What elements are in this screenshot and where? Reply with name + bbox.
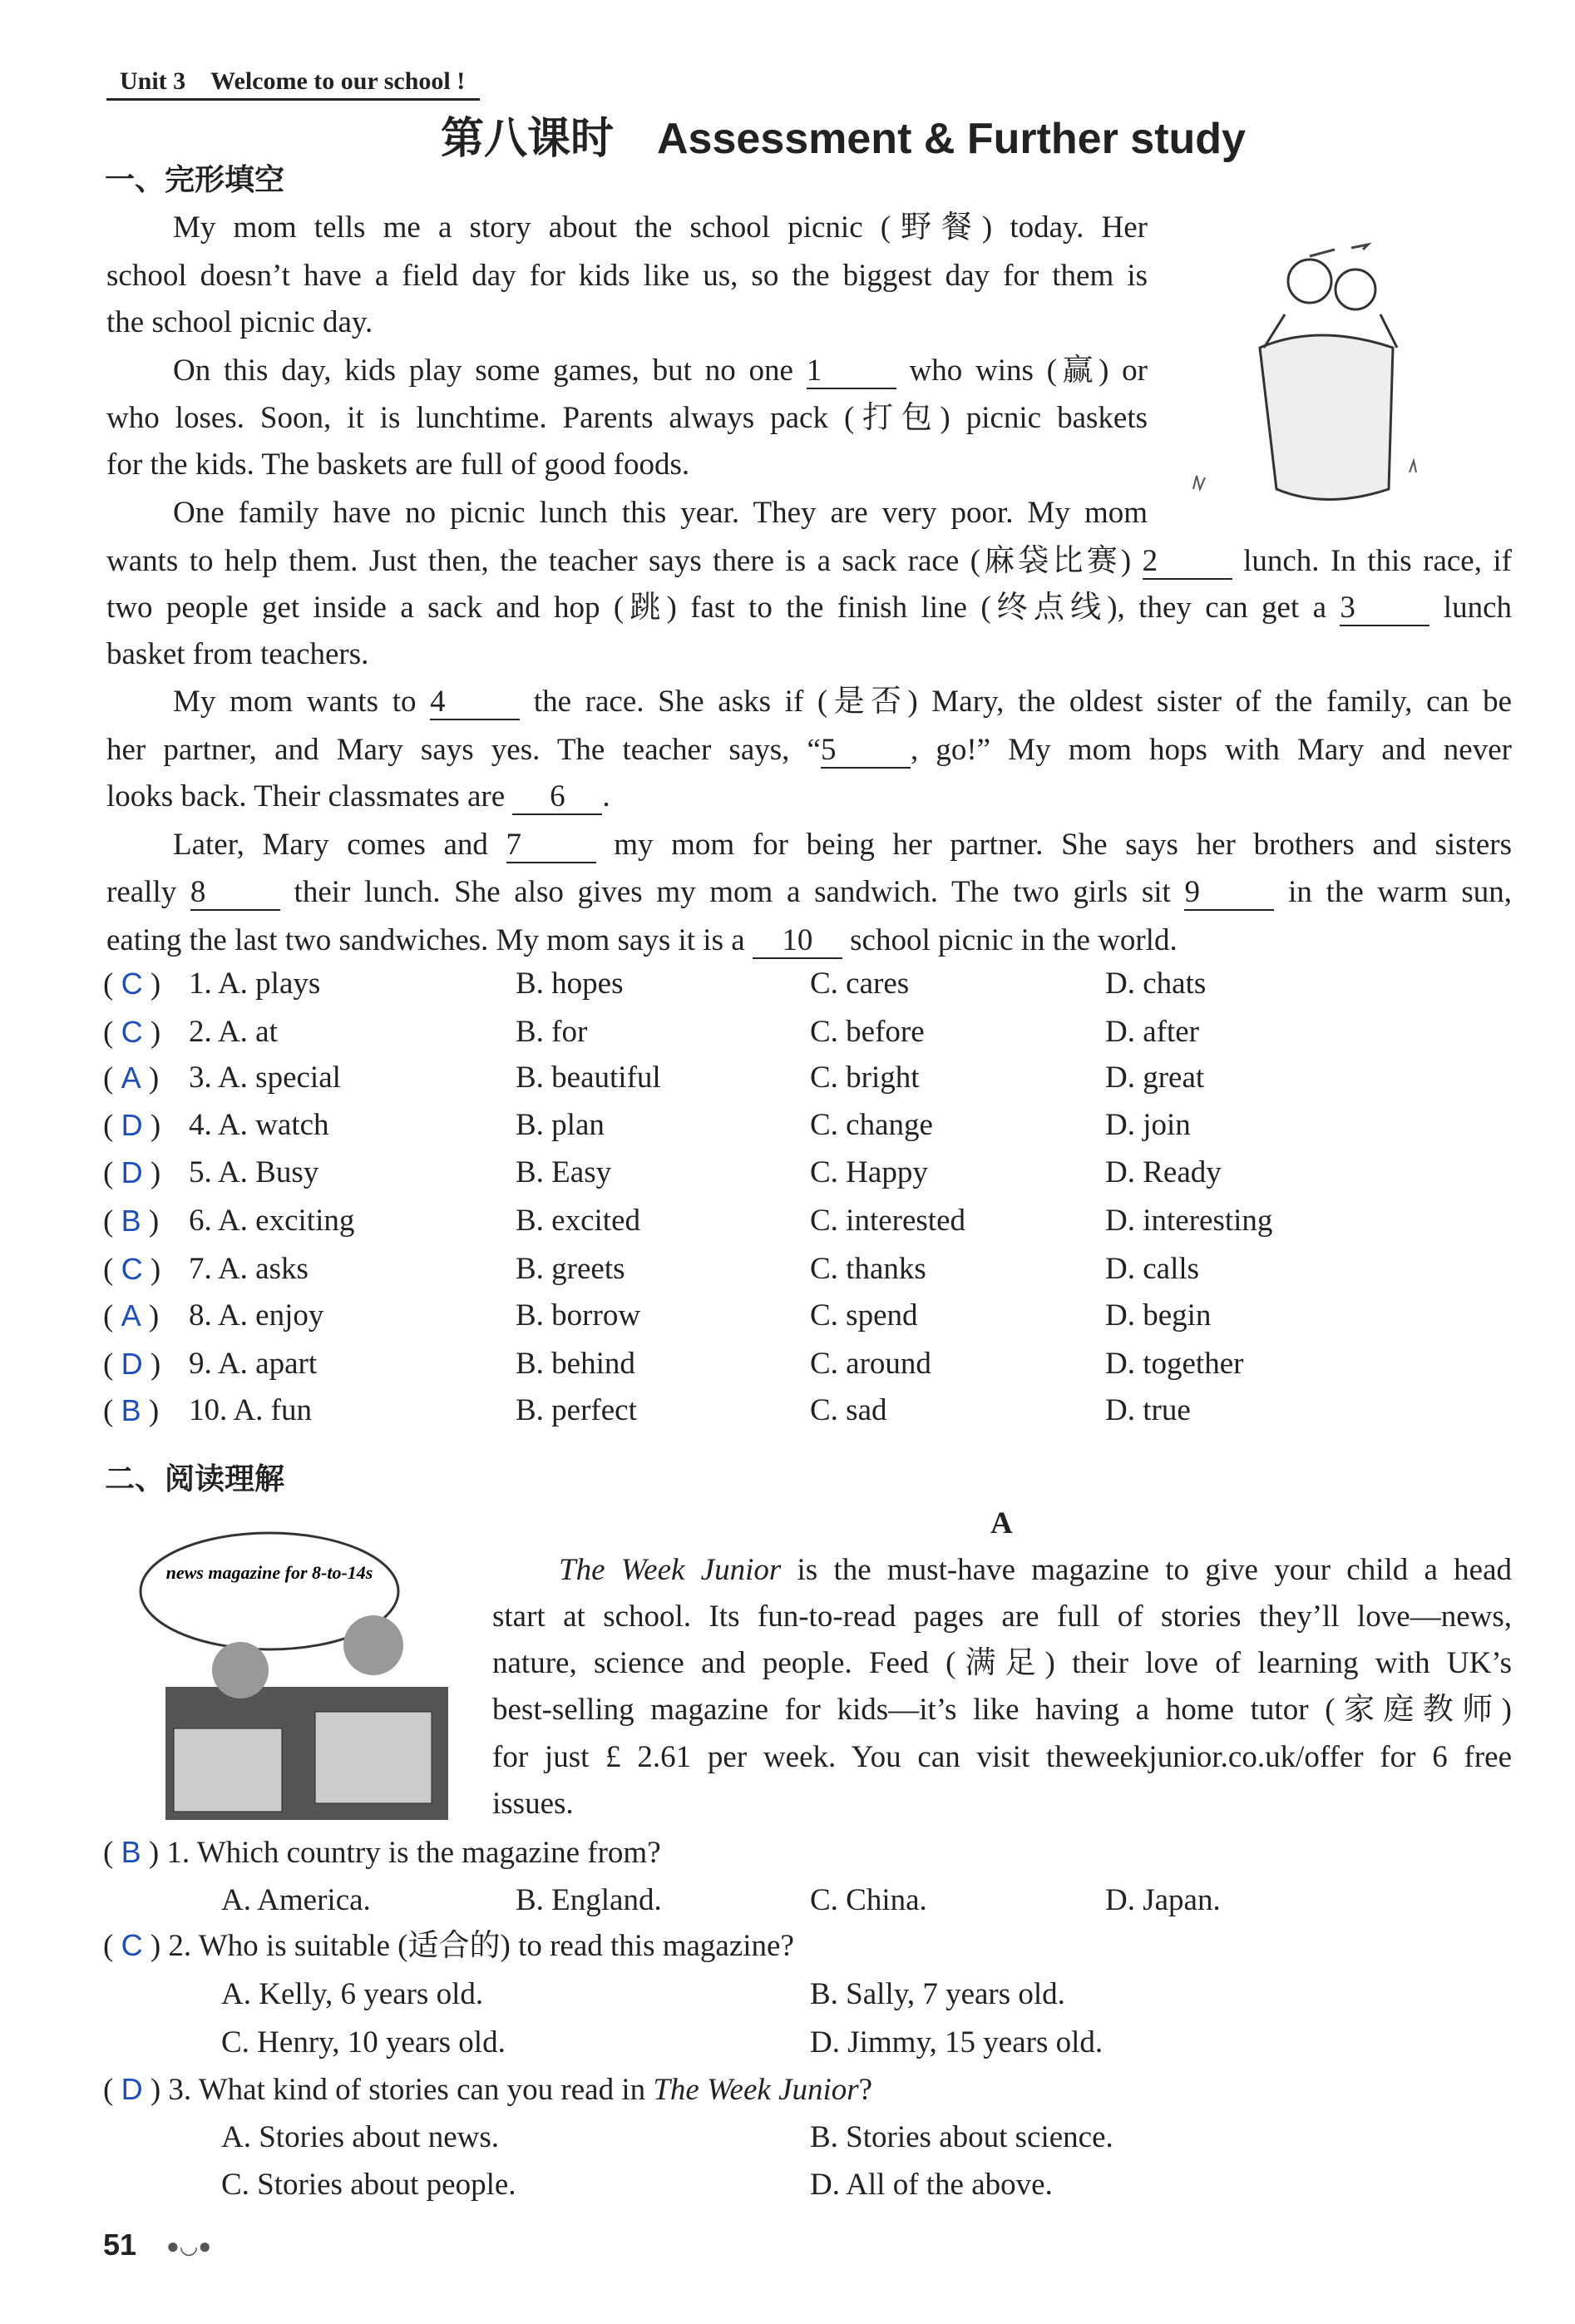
answer-letter: B: [121, 1393, 141, 1427]
option-d: D. true: [1105, 1393, 1191, 1427]
passage-label: A: [990, 1506, 1013, 1540]
passage-text: .: [602, 779, 610, 813]
question-text: 2. Who is suitable (适合的) to read this magazine?: [168, 1929, 794, 1963]
passage-line: [173, 492, 1148, 535]
answer-letter: B: [121, 1204, 141, 1238]
option-n: 10. A. fun: [189, 1393, 312, 1427]
option-n: 9. A. apart: [189, 1347, 318, 1381]
answer-blank: 10: [753, 924, 842, 959]
answer-letter: C: [121, 1252, 143, 1286]
option-n: 3. A. special: [189, 1061, 341, 1095]
option-c: C. around: [810, 1347, 931, 1381]
passage-text: start at school. Its fun-to-read pages are full of stories they’ll love—news,: [492, 1600, 1512, 1634]
passage-text: school doesn’t have a field day for kids like us, so the biggest day for them is: [106, 259, 1148, 293]
answer-bracket: ( C ): [103, 1252, 161, 1287]
option-n: 6. A. exciting: [189, 1204, 355, 1238]
passage-text: My mom tells me a story about the school picnic (野餐) today. Her: [173, 210, 1148, 245]
answer-bracket: ( C ): [103, 1015, 161, 1050]
passage-line: [106, 729, 1512, 772]
option-a: A. Stories about news.: [221, 2120, 499, 2154]
answer-letter: D: [121, 1347, 143, 1381]
option-b: B. Stories about science.: [810, 2120, 1113, 2154]
passage-text: One family have no picnic lunch this year. They are very poor. My mom: [173, 496, 1148, 530]
answer-blank: 5: [821, 734, 911, 769]
option-b: B. beautiful: [516, 1061, 661, 1095]
option-c: C. Happy: [810, 1155, 928, 1189]
magazine-photo: [132, 1529, 465, 1820]
option-d: D. after: [1105, 1015, 1199, 1049]
answer-letter: C: [121, 967, 143, 1001]
passage-text: who wins (赢) or: [896, 354, 1148, 388]
passage-text: for the kids. The baskets are full of good foods.: [106, 447, 690, 482]
passage-line: [492, 1736, 1512, 1779]
option-a: A. Kelly, 6 years old.: [221, 1977, 484, 2011]
answer-bracket: ( D ): [103, 1347, 161, 1382]
answer-blank: 6: [512, 780, 602, 815]
option-c: C. thanks: [810, 1252, 926, 1286]
option-n: 8. A. enjoy: [189, 1298, 324, 1333]
passage-text: best-selling magazine for kids—it’s like having a home tutor (家庭教师): [492, 1693, 1512, 1727]
option-d: D. begin: [1105, 1298, 1212, 1333]
passage-text: issues.: [492, 1787, 574, 1821]
passage-text: her partner, and Mary says yes. The teacher says, “: [106, 733, 821, 767]
option-d: D. All of the above.: [810, 2168, 1053, 2202]
passage-line: [559, 1549, 1512, 1592]
answer-letter: D: [121, 1155, 143, 1189]
passage-line: [106, 775, 1512, 818]
answer-letter: A: [121, 1061, 141, 1095]
question-text: 3. What kind of stories can you read in: [168, 2073, 654, 2107]
answer-bracket: ( D ): [103, 1108, 161, 1143]
answer-letter: D: [121, 1108, 143, 1142]
question-text: 1. Which country is the magazine from?: [166, 1836, 661, 1870]
option-n: 7. A. asks: [189, 1252, 309, 1286]
sack-race-illustration: [1185, 223, 1459, 522]
section-heading-reading: 二、阅读理解: [105, 1461, 285, 1496]
magazine-title: The Week Junior: [653, 2073, 859, 2107]
option-n: 4. A. watch: [189, 1108, 329, 1142]
passage-line: [492, 1642, 1512, 1685]
passage-line: [106, 871, 1512, 914]
reading-question: ( C ) 2. Who is suitable (适合的) to read this magazine?: [103, 1928, 794, 1963]
passage-text: My mom wants to: [173, 685, 431, 719]
option-c: C. Stories about people.: [221, 2168, 516, 2202]
option-c: C. interested: [810, 1204, 966, 1238]
passage-text: is the must-have magazine to give your child a head: [781, 1553, 1512, 1587]
answer-letter: A: [121, 1298, 141, 1333]
option-d: D. interesting: [1105, 1204, 1273, 1238]
reading-question: ( D ) 3. What kind of stories can you read in The Week Junior?: [103, 2072, 873, 2107]
section-heading-cloze: 一、完形填空: [105, 162, 285, 196]
passage-text: basket from teachers.: [106, 637, 369, 671]
passage-text: school picnic in the world.: [842, 923, 1178, 957]
passage-line: [173, 206, 1148, 250]
option-d: D. Ready: [1105, 1155, 1222, 1189]
option-b: B. behind: [516, 1347, 635, 1381]
option-d: D. calls: [1105, 1252, 1200, 1286]
passage-line: [106, 443, 1148, 487]
answer-blank: 9: [1184, 876, 1274, 911]
passage-line: [173, 349, 1148, 393]
answer-blank: 7: [506, 828, 596, 863]
answer-letter: C: [121, 1928, 143, 1962]
option-n: 5. A. Busy: [189, 1155, 319, 1189]
answer-bracket: ( B ): [103, 1204, 160, 1239]
passage-line: [492, 1595, 1512, 1639]
passage-line: [492, 1689, 1512, 1732]
passage-text: lunch. In this race, if: [1232, 544, 1512, 578]
passage-line: [173, 680, 1512, 724]
option-b: B. excited: [516, 1204, 641, 1238]
option-d: D. join: [1105, 1108, 1191, 1142]
passage-text: the race. She asks if (是否) Mary, the oldest sister of the family, can be: [520, 685, 1512, 719]
passage-line: [106, 633, 1512, 676]
page-title: 第八课时 Assessment & Further study: [441, 115, 1246, 163]
question-text: ?: [858, 2073, 873, 2107]
option-b: B. Sally, 7 years old.: [810, 1977, 1065, 2011]
passage-text: my mom for being her partner. She says her brothers and sisters: [595, 828, 1512, 862]
passage-text: two people get inside a sack and hop (跳) fast to the finish line (终点线), they can get a: [106, 591, 1340, 625]
answer-bracket: ( A ): [103, 1061, 160, 1095]
passage-line: [106, 586, 1512, 630]
option-c: C. China.: [810, 1883, 927, 1917]
unit-header: Unit 3 Welcome to our school !: [106, 65, 480, 101]
option-n: 1. A. plays: [189, 967, 321, 1001]
answer-blank: 8: [190, 876, 280, 911]
option-a: A. America.: [221, 1883, 371, 1917]
option-c: C. spend: [810, 1298, 918, 1333]
option-c: C. bright: [810, 1061, 920, 1095]
option-d: D. Japan.: [1105, 1883, 1221, 1917]
option-b: B. plan: [516, 1108, 605, 1142]
option-b: B. borrow: [516, 1298, 641, 1333]
option-b: B. Easy: [516, 1155, 612, 1189]
answer-bracket: ( C ): [103, 967, 161, 1001]
page-number: 51: [103, 2228, 137, 2262]
option-b: B. for: [516, 1015, 588, 1049]
option-d: D. great: [1105, 1061, 1205, 1095]
passage-line: [106, 397, 1148, 440]
answer-bracket: ( D ): [103, 1155, 161, 1190]
answer-blank: 4: [430, 685, 520, 720]
answer-letter: B: [121, 1835, 141, 1869]
option-b: B. greets: [516, 1252, 625, 1286]
passage-line: [173, 823, 1512, 867]
passage-line: [106, 919, 1512, 962]
magazine-title: The Week Junior: [559, 1553, 782, 1587]
option-c: C. sad: [810, 1393, 887, 1427]
passage-text: for just £ 2.61 per week. You can visit theweekjunior.co.uk/offer for 6 free: [492, 1740, 1512, 1774]
passage-text: their lunch. She also gives my mom a sandwich. The two girls sit: [279, 875, 1185, 909]
passage-text: On this day, kids play some games, but no one: [173, 354, 807, 388]
passage-text: looks back. Their classmates are: [106, 779, 513, 813]
passage-text: the school picnic day.: [106, 305, 373, 339]
passage-text: really: [106, 875, 190, 909]
answer-letter: C: [121, 1015, 143, 1049]
option-b: B. hopes: [516, 967, 624, 1001]
passage-line: [492, 1783, 1512, 1826]
option-c: C. Henry, 10 years old.: [221, 2025, 506, 2059]
passage-line: [106, 301, 1148, 344]
answer-blank: 3: [1340, 591, 1429, 626]
option-c: C. cares: [810, 967, 910, 1001]
magazine-caption: news magazine for 8-to-14s: [165, 1562, 373, 1583]
passage-text: eating the last two sandwiches. My mom says it is a: [106, 923, 753, 957]
passage-text: , go!” My mom hops with Mary and never: [910, 733, 1512, 767]
option-c: C. change: [810, 1108, 933, 1142]
reading-question: ( B ) 1. Which country is the magazine from?: [103, 1835, 661, 1870]
answer-bracket: ( B ): [103, 1393, 160, 1428]
passage-text: lunch: [1429, 591, 1512, 625]
passage-text: Later, Mary comes and: [173, 828, 506, 862]
passage-text: wants to help them. Just then, the teacher says there is a sack race (麻袋比赛): [106, 544, 1143, 578]
option-n: 2. A. at: [189, 1015, 278, 1049]
option-b: B. England.: [516, 1883, 662, 1917]
answer-blank: 2: [1143, 545, 1232, 580]
passage-text: nature, science and people. Feed (满足) their love of learning with UK’s: [492, 1646, 1512, 1680]
footprints-icon: ●◡●: [166, 2234, 212, 2258]
option-d: D. Jimmy, 15 years old.: [810, 2025, 1103, 2059]
option-c: C. before: [810, 1015, 925, 1049]
passage-text: in the warm sun,: [1274, 875, 1512, 909]
option-d: D. together: [1105, 1347, 1244, 1381]
answer-blank: 1: [807, 354, 896, 389]
answer-bracket: ( A ): [103, 1298, 160, 1333]
answer-letter: D: [121, 2072, 143, 2106]
passage-line: [106, 255, 1148, 298]
passage-line: [106, 540, 1512, 583]
option-d: D. chats: [1105, 967, 1207, 1001]
passage-text: who loses. Soon, it is lunchtime. Parents always pack (打包) picnic baskets: [106, 401, 1148, 435]
option-b: B. perfect: [516, 1393, 637, 1427]
